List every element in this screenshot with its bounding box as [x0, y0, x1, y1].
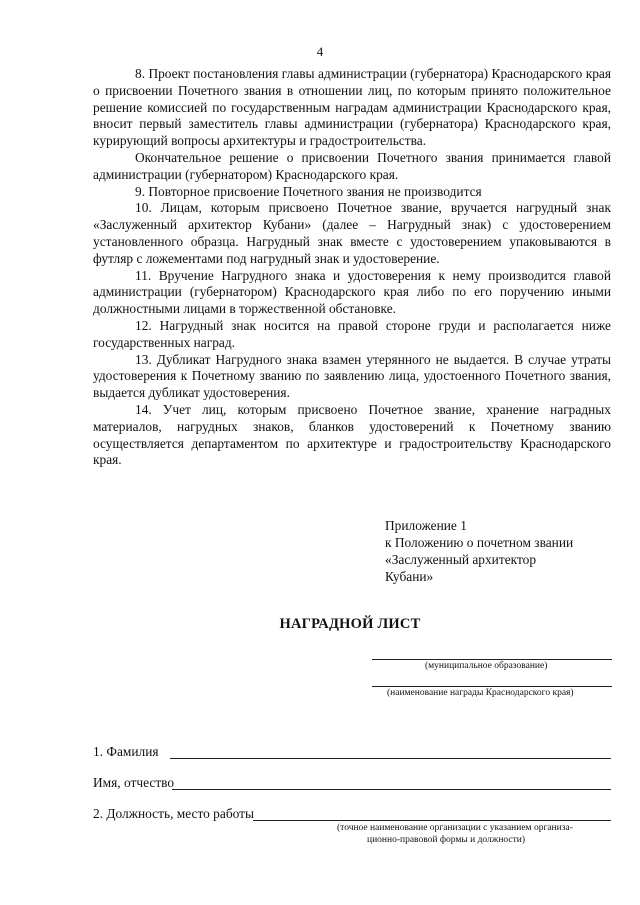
- surname-label: 1. Фамилия: [93, 744, 159, 759]
- position-label: 2. Должность, место работы: [93, 806, 255, 821]
- org-caption-line: ционно-правовой формы и должности): [367, 835, 526, 845]
- award-sheet-title: НАГРАДНОЙ ЛИСТ: [279, 616, 421, 632]
- paragraph-11: 11. Вручение Нагрудного знака и удостоверения к нему производится главой администрации (губернатором) Краснодарского края либо по его поручению иными должностными лицами в торжественной обстановке.: [93, 267, 611, 317]
- org-caption-line: (точное наименование организации с указанием организа-: [337, 823, 573, 833]
- name-patronymic-label: Имя, отчество: [93, 775, 175, 790]
- surname-field[interactable]: [170, 758, 611, 759]
- award-name-caption: (наименование награды Краснодарского края): [387, 688, 574, 698]
- municipality-caption: (муниципальное образование): [425, 661, 548, 671]
- appendix-line: «Заслуженный архитектор: [385, 552, 537, 567]
- appendix-header: [385, 517, 625, 585]
- paragraph-9: 9. Повторное присвоение Почетного звания не производится: [135, 183, 482, 199]
- page-number: 4: [316, 44, 324, 59]
- award-name-field[interactable]: [372, 686, 612, 687]
- paragraph-final-decision: Окончательное решение о присвоении Почетного звания принимается главой администрации (губернатором) Краснодарского края.: [93, 149, 611, 182]
- municipality-field[interactable]: [372, 659, 612, 660]
- paragraph-8: 8. Проект постановления главы администрации (губернатора) Краснодарского края о присвоении Почетного звания в отношении лиц, по которым принято положительное решение комиссией по государственным наградам администрации Краснодарского края, вносит первый заместитель главы администрации (губернатора) Краснодарского края, курирующий вопросы архитектуры и градостроительства.: [93, 66, 611, 149]
- paragraph-10: 10. Лицам, которым присвоено Почетное звание, вручается нагрудный знак «Заслуженный архитектор Кубани» (далее – Нагрудный знак) с удостоверением установленного образца. Нагрудный знак вместе с удостоверением упаковываются в футляр с ложементами под нагрудный знак и удостоверение.: [93, 200, 611, 266]
- regulation-body: [93, 66, 611, 469]
- position-field[interactable]: [253, 820, 611, 821]
- appendix-line: Приложение 1: [385, 518, 467, 533]
- paragraph-14: 14. Учет лиц, которым присвоено Почетное звание, хранение наградных материалов, нагрудных знаков, бланков удостоверений к Почетному званию осуществляется департаментом по архитектуре и градостроительству Краснодарского края.: [93, 401, 611, 468]
- paragraph-13: 13. Дубликат Нагрудного знака взамен утерянного не выдается. В случае утраты удостоверения к Почетному званию по заявлению лица, удостоенного Почетного звания, выдается дубликат удостоверения.: [93, 351, 611, 401]
- name-patronymic-field[interactable]: [172, 789, 611, 790]
- appendix-line: Кубани»: [385, 569, 434, 584]
- appendix-line: к Положению о почетном звании: [385, 535, 574, 550]
- paragraph-12: 12. Нагрудный знак носится на правой стороне груди и располагается ниже государственных наград.: [93, 317, 611, 350]
